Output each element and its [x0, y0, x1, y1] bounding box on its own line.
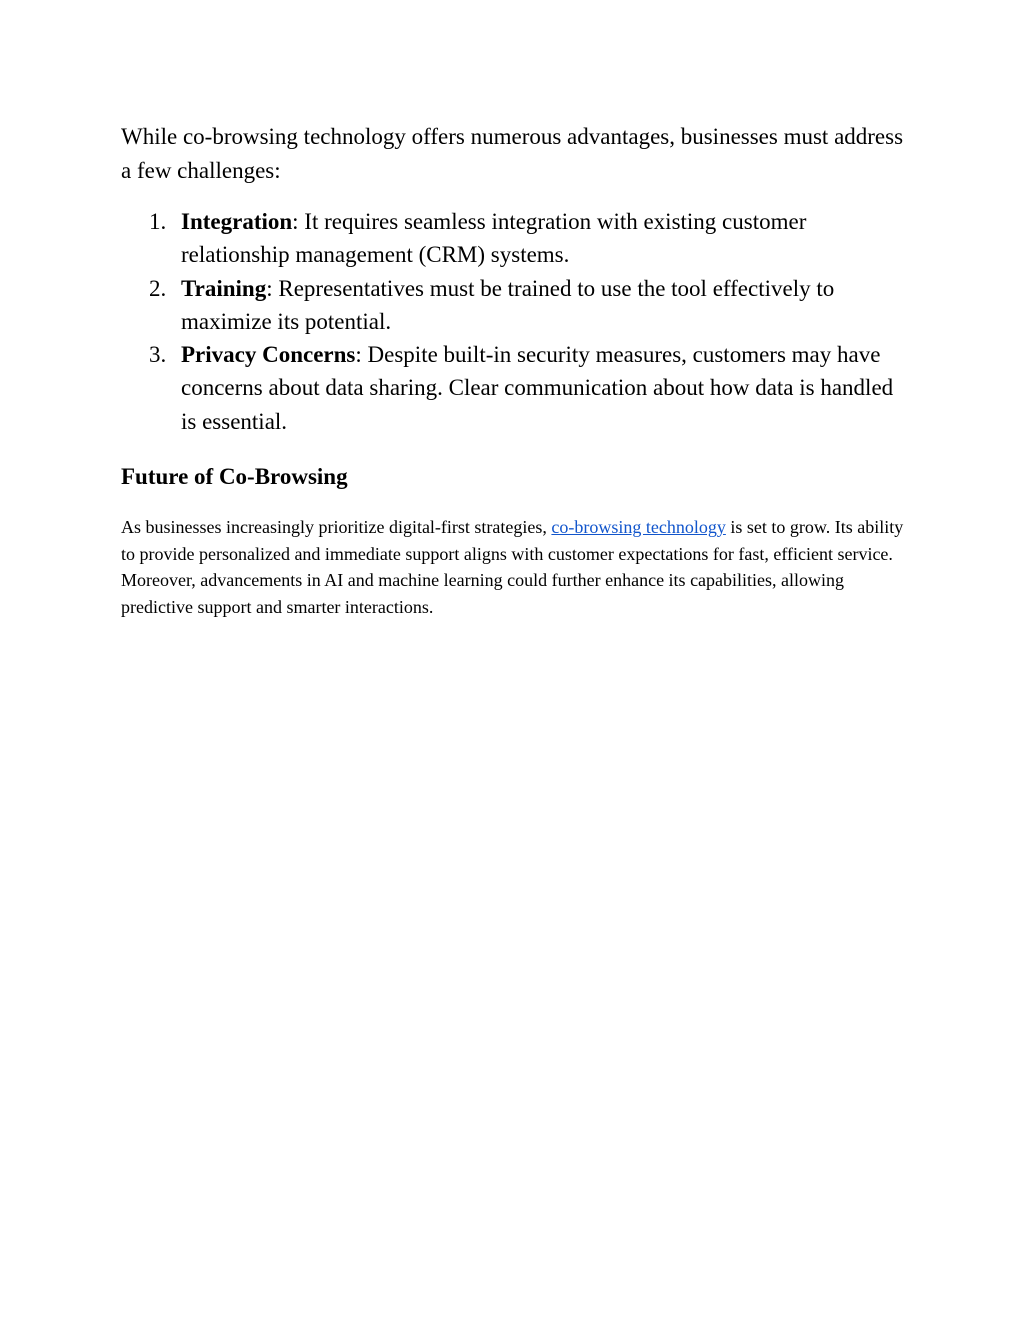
list-number: 1. [149, 209, 167, 234]
challenge-term: Privacy Concerns [181, 342, 356, 368]
challenges-list [121, 205, 911, 438]
challenge-item-training [121, 272, 911, 339]
future-text-after-link: is set to grow. Its ability to provide personalized and immediate support aligns with customer expectations for fast, efficient service. Moreover, advancements in AI and machine learning could further enhance its capabilities, allowing predictive support and smarter interactions. [121, 517, 904, 618]
future-paragraph [121, 514, 911, 621]
challenge-term: Training [181, 275, 267, 301]
challenge-item-integration [121, 205, 911, 272]
challenge-description: : Representatives must be trained to use the tool effectively to maximize its potential. [181, 275, 835, 334]
intro-paragraph: While co-browsing technology offers numerous advantages, businesses must address a few challenges: [121, 124, 904, 183]
challenge-term: Integration [181, 209, 293, 234]
list-number: 3. [149, 342, 167, 368]
challenge-description: : Despite built-in security measures, customers may have concerns about data sharing. Clear communication about how data is handled is essential. [181, 342, 894, 434]
section-heading-future: Future of Co-Browsing [121, 464, 348, 490]
co-browsing-technology-link[interactable]: co-browsing technology [551, 517, 726, 538]
document-page [121, 120, 911, 621]
list-number: 2. [149, 275, 167, 301]
challenge-item-privacy [121, 338, 911, 438]
challenge-description: : It requires seamless integration with existing customer relationship management (CRM) systems. [181, 209, 807, 268]
future-text-before-link: As businesses increasingly prioritize digital-first strategies, [121, 517, 552, 538]
